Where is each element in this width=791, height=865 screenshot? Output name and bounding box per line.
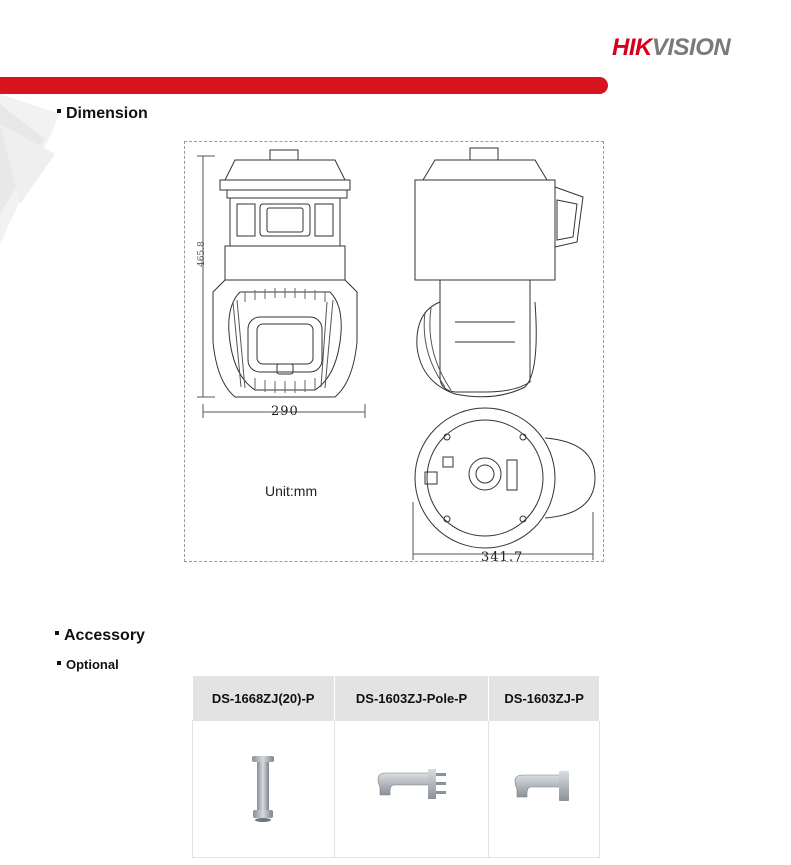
accessory-header-row: [193, 676, 600, 721]
accessory-image-row: [193, 721, 600, 858]
pole-mount-bracket-icon: [372, 767, 452, 811]
unit-label: Unit:mm: [265, 483, 318, 499]
depth-dimension-label: 341.7: [481, 550, 524, 565]
accessory-model-3: DS-1603ZJ-P: [489, 676, 600, 721]
accessory-image-cell-2: [334, 721, 488, 858]
height-dimension-label: 465.8: [197, 241, 207, 267]
dimension-drawing: [184, 141, 604, 565]
accessory-heading: Accessory: [55, 627, 145, 645]
accessory-table: [192, 676, 600, 858]
accessory-model-1: DS-1668ZJ(20)-P: [193, 676, 335, 721]
pendant-mount-icon: [243, 754, 283, 824]
hikvision-logo: HIKVISION: [612, 34, 731, 61]
accessory-image-cell-3: [489, 721, 600, 858]
dimension-heading: Dimension: [57, 105, 148, 123]
accessory-model-2: DS-1603ZJ-Pole-P: [334, 676, 488, 721]
optional-heading: Optional: [57, 657, 119, 672]
header-accent-bar: [0, 77, 608, 94]
dimension-drawing-svg: [185, 142, 605, 563]
wall-mount-bracket-icon: [509, 769, 579, 809]
accessory-image-cell-1: [193, 721, 335, 858]
width-dimension-label: 290: [271, 404, 299, 419]
